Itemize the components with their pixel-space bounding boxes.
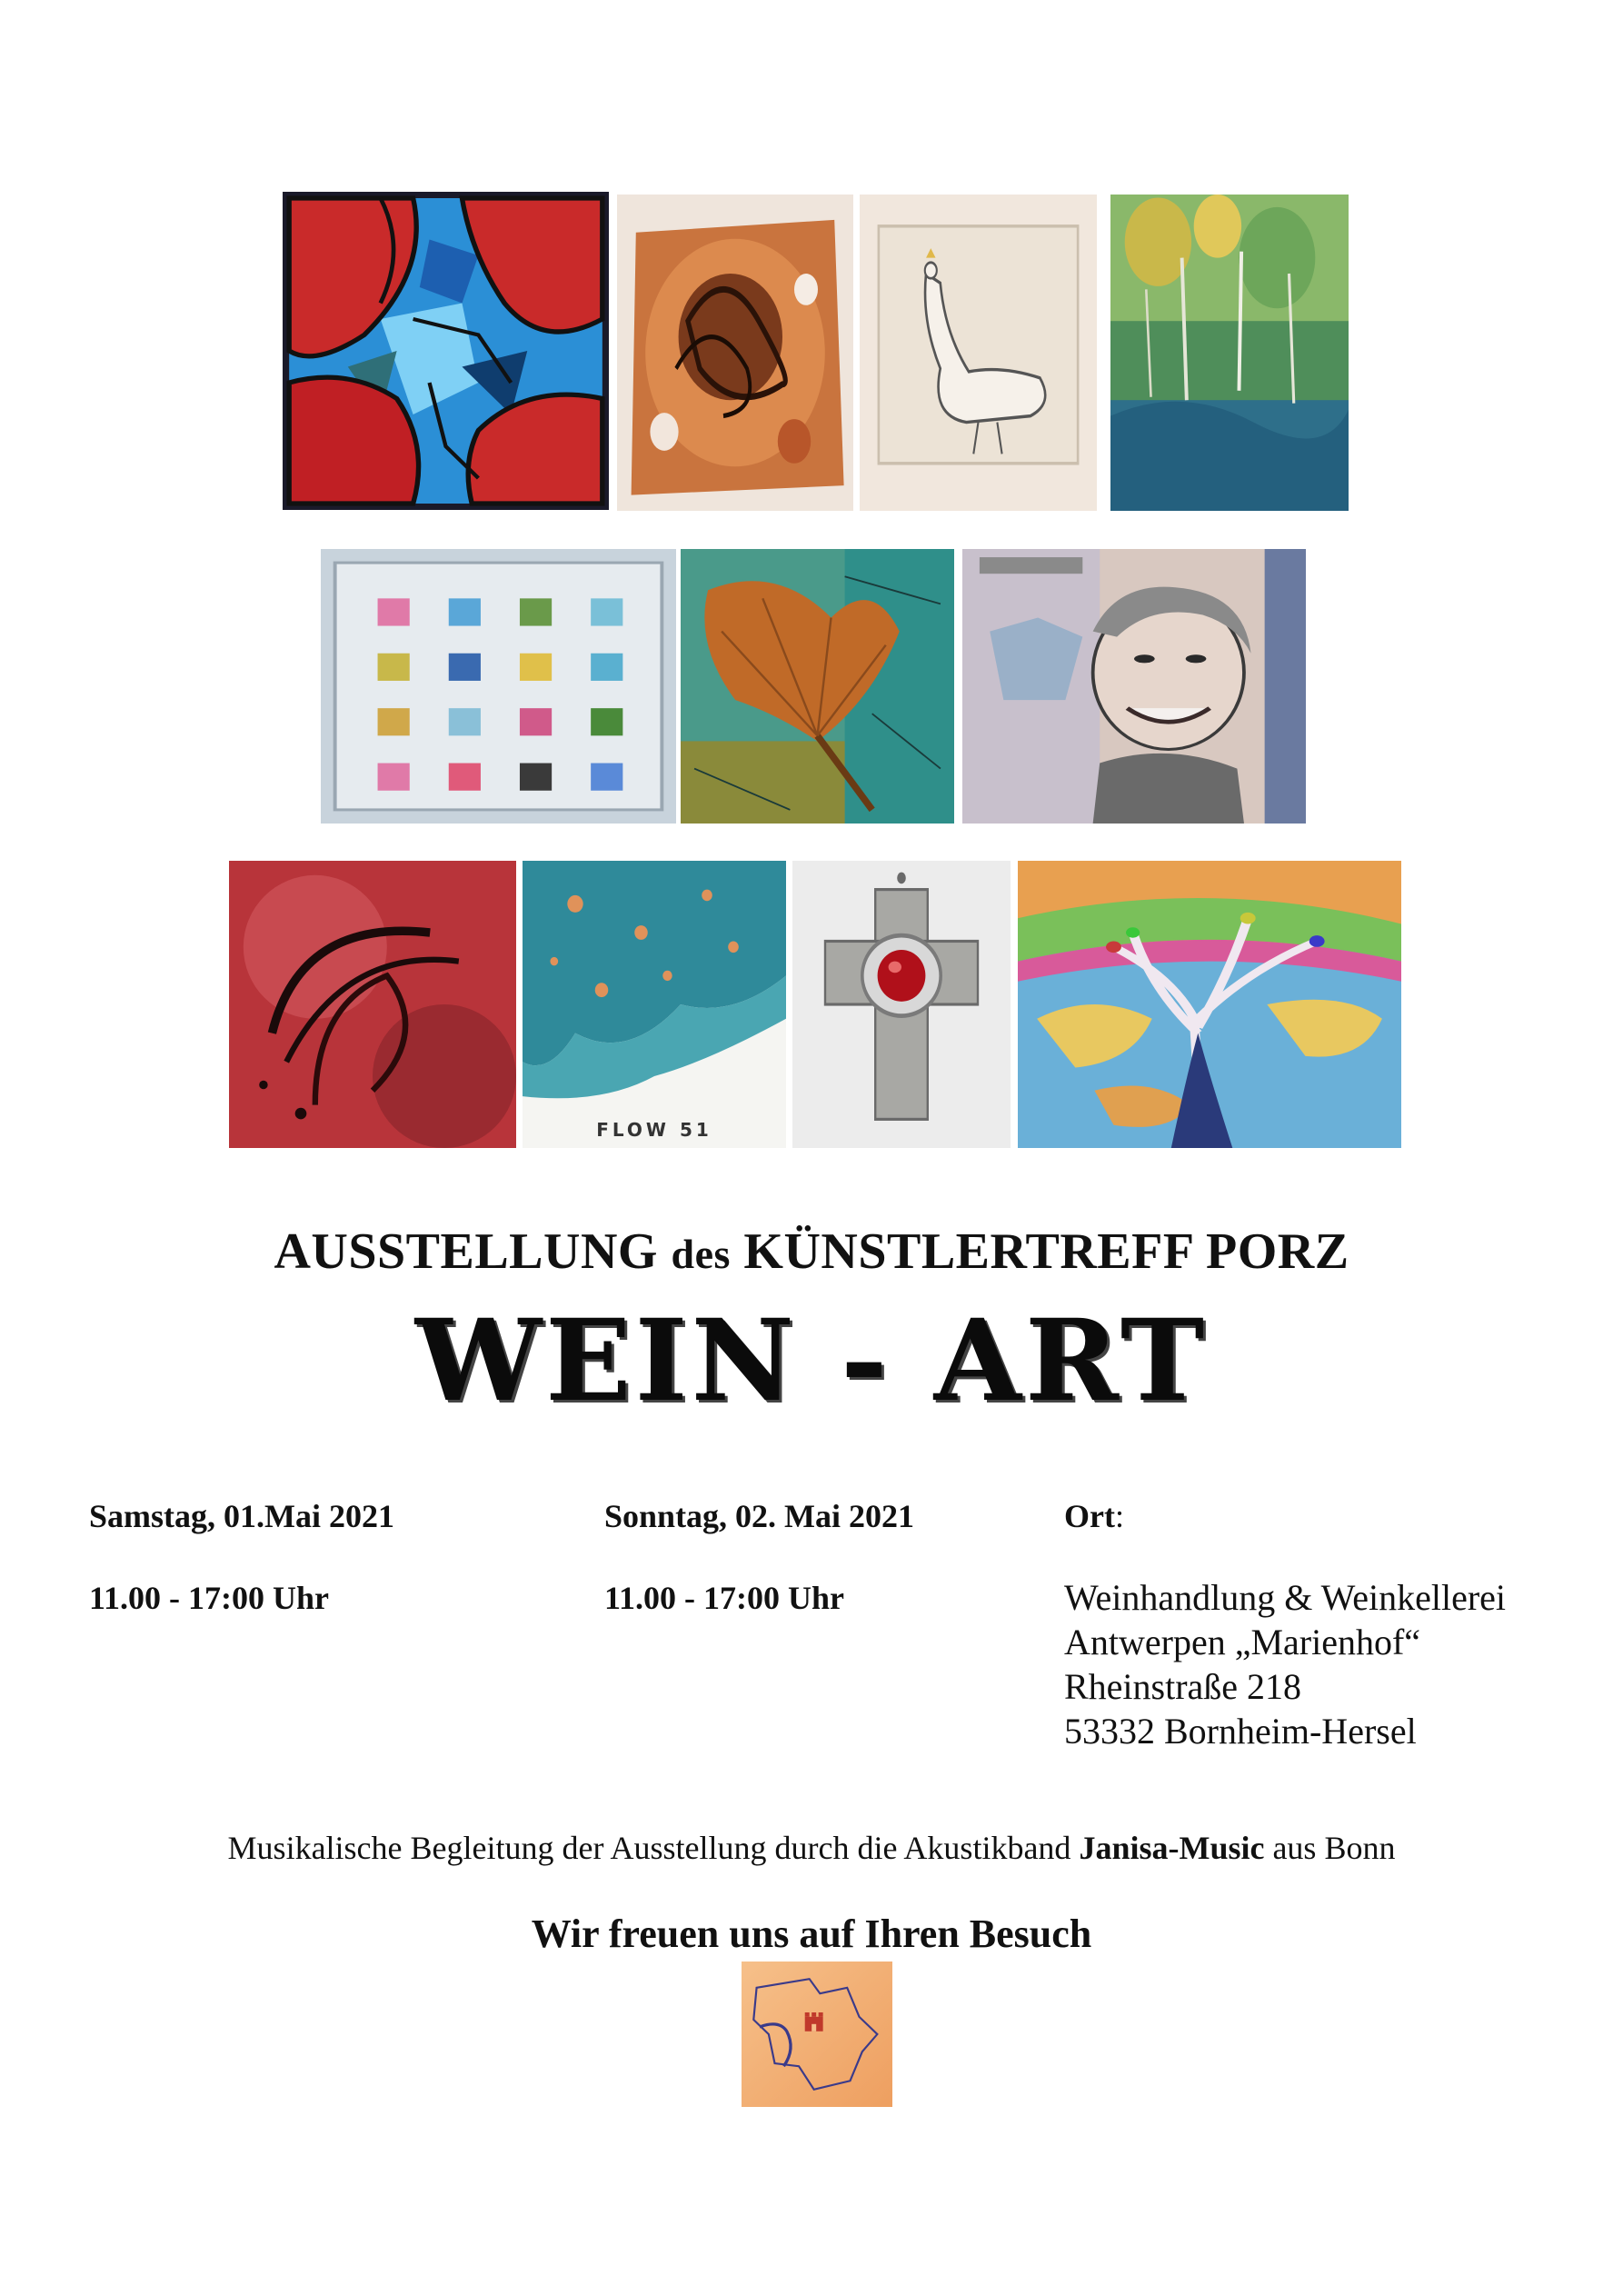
artwork-tree-of-life <box>1018 861 1401 1148</box>
saturday-date: Samstag, 01.Mai 2021 <box>89 1498 394 1534</box>
artwork-goose-etching <box>860 195 1097 511</box>
artwork-stained-glass <box>283 192 609 510</box>
music-suffix: aus Bonn <box>1264 1830 1396 1866</box>
artwork-flow-51 <box>523 861 786 1148</box>
location-label-text: Ort <box>1064 1498 1115 1534</box>
exhibition-heading <box>0 1223 1623 1281</box>
artwork-ginkgo-leaf <box>681 549 954 824</box>
artwork-red-abstract <box>229 861 516 1148</box>
exhibition-title: WEIN - ART <box>414 1295 1209 1427</box>
location-address <box>1064 1575 1506 1753</box>
music-band: Janisa-Music <box>1079 1830 1265 1866</box>
address-line-2: Antwerpen „Marienhof“ <box>1064 1622 1421 1662</box>
artwork-marilyn-portrait <box>962 549 1306 824</box>
music-prefix: Musikalische Begleitung der Ausstellung durch die Akustikband <box>227 1830 1080 1866</box>
sunday-time: 11.00 - 17:00 Uhr <box>604 1580 844 1616</box>
artwork-abstract-orange <box>617 195 853 511</box>
artwork-jeweled-cross <box>792 861 1011 1148</box>
address-line-3: Rheinstraße 218 <box>1064 1666 1302 1707</box>
address-line-1: Weinhandlung & Weinkellerei <box>1064 1577 1507 1618</box>
music-note <box>0 1829 1623 1867</box>
artwork-green-forest <box>1110 195 1349 511</box>
heading-part-ausstellung: AUSSTELLUNG <box>274 1223 658 1280</box>
kuenstlertreff-porz-logo <box>742 1962 892 2107</box>
saturday-time: 11.00 - 17:00 Uhr <box>89 1580 329 1616</box>
address-line-4: 53332 Bornheim-Hersel <box>1064 1711 1417 1752</box>
sunday-date: Sonntag, 02. Mai 2021 <box>604 1498 915 1534</box>
location-label-colon: : <box>1114 1498 1124 1534</box>
heading-part-kuenstlertreff: KÜNSTLERTREFF PORZ <box>743 1223 1349 1280</box>
heading-part-des: des <box>671 1231 731 1277</box>
flow-51-label: FLOW 51 <box>596 1119 712 1141</box>
artwork-butterflies <box>321 549 676 824</box>
greeting: Wir freuen uns auf Ihren Besuch <box>531 1912 1092 1956</box>
location-label <box>1064 1500 1124 1532</box>
